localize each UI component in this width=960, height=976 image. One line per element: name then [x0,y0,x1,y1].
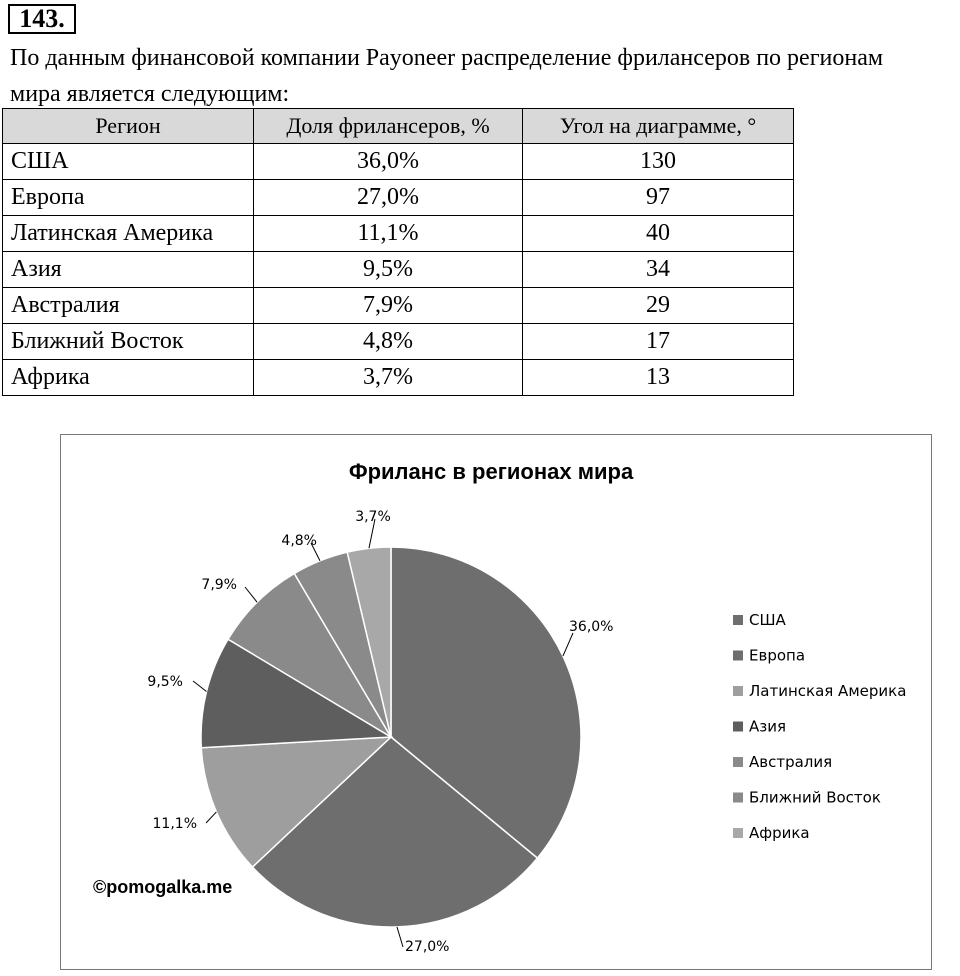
cell-region: Австралия [3,288,254,324]
problem-text-line-2: мира является следующим: [10,81,290,107]
problem-text-line-1: По данным финансовой компании Payoneer распределение фрилансеров по регионам [10,45,884,71]
legend-swatch-7 [733,828,743,838]
pie-slices [201,547,581,927]
watermark: ©pomogalka.me [93,877,233,897]
slice-data-label-5: 7,9% [201,577,237,593]
slice-data-label-7: 3,7% [355,509,391,525]
chart-title: Фриланс в регионах мира [348,459,634,484]
leader-line-4 [193,681,207,691]
legend-entry-2: Европа [749,646,806,665]
slice-data-label-1: 36,0% [569,619,614,635]
cell-region: Европа [3,180,254,216]
cell-share: 3,7% [254,360,523,396]
legend-entry-5: Австралия [749,753,833,771]
problem-number: 143. [8,4,76,34]
leader-line-5 [245,587,257,602]
cell-angle: 40 [523,216,794,252]
legend-swatch-6 [733,793,743,803]
table-row [3,324,794,360]
header-share: Доля фрилансеров, % [254,109,523,144]
slice-data-label-6: 4,8% [281,533,317,549]
header-angle: Угол на диаграмме, ° [523,109,794,144]
cell-region: Латинская Америка [3,216,254,252]
problem-statement [10,40,960,112]
cell-angle: 34 [523,252,794,288]
cell-angle: 97 [523,180,794,216]
legend-swatch-4 [733,722,743,732]
cell-angle: 17 [523,324,794,360]
table-row [3,252,794,288]
leader-line-1 [563,633,573,656]
table-row [3,180,794,216]
region-share-table [2,108,794,396]
cell-region: США [3,144,254,180]
header-region: Регион [3,109,254,144]
cell-share: 4,8% [254,324,523,360]
cell-share: 36,0% [254,144,523,180]
cell-share: 11,1% [254,216,523,252]
cell-region: Ближний Восток [3,324,254,360]
legend-swatch-2 [733,651,743,661]
cell-share: 7,9% [254,288,523,324]
pie-chart-frame [60,434,932,970]
table-row [3,360,794,396]
leader-line-3 [206,812,216,823]
cell-share: 9,5% [254,252,523,288]
slice-data-label-4: 9,5% [147,674,183,690]
legend-swatch-5 [733,757,743,767]
legend-entry-1: США [749,611,786,629]
legend-swatch-1 [733,615,743,625]
slice-data-label-3: 11,1% [152,816,197,832]
leader-line-2 [397,927,403,947]
cell-share: 27,0% [254,180,523,216]
cell-angle: 29 [523,288,794,324]
cell-region: Азия [3,252,254,288]
cell-angle: 130 [523,144,794,180]
legend-entry-6: Ближний Восток [749,788,881,807]
table-row [3,144,794,180]
pie-chart [61,435,931,969]
table-row [3,216,794,252]
table-header-row [3,109,794,144]
slice-data-label-2: 27,0% [405,939,450,955]
cell-angle: 13 [523,360,794,396]
legend-entry-7: Африка [749,824,810,842]
chart-legend [733,611,906,842]
legend-entry-3: Латинская Америка [749,682,907,700]
table-row [3,288,794,324]
cell-region: Африка [3,360,254,396]
legend-entry-4: Азия [749,717,787,736]
legend-swatch-3 [733,686,743,696]
